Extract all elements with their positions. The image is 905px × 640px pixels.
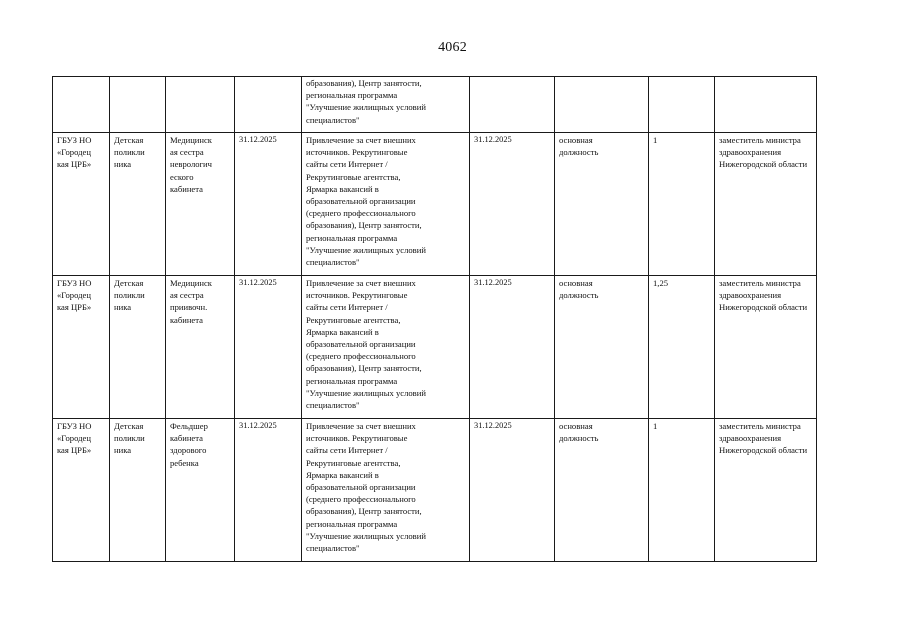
cell-responsible — [715, 77, 817, 133]
table-row — [53, 419, 817, 562]
page-number: 4062 — [438, 40, 467, 55]
cell-organization: ГБУЗ НО «Городец кая ЦРБ» — [53, 133, 110, 276]
cell-department: Детская поликли ника — [110, 419, 166, 562]
cell-rate — [649, 77, 715, 133]
cell-position — [166, 77, 235, 133]
table-row — [53, 133, 817, 276]
cell-measures: образования), Центр занятости, региональная программа "Улучшение жилищных условий специалистов" — [302, 77, 470, 133]
cell-organization: ГБУЗ НО «Городец кая ЦРБ» — [53, 419, 110, 562]
cell-responsible: заместитель министра здравоохранения Нижегородской области — [715, 133, 817, 276]
cell-department — [110, 77, 166, 133]
cell-deadline: 31.12.2025 — [470, 133, 555, 276]
table-row-continuation — [53, 77, 817, 133]
cell-department: Детская поликли ника — [110, 276, 166, 419]
cell-date: 31.12.2025 — [235, 276, 302, 419]
table-row — [53, 276, 817, 419]
cell-rate: 1,25 — [649, 276, 715, 419]
cell-measures: Привлечение за счет внешних источников. Рекрутинговые сайты сети Интернет / Рекрутинговые агентства, Ярмарка вакансий в образовательной организации (среднего профессионального образования), Центр занятости, региональная программа "Улучшение жилищных условий специалистов" — [302, 419, 470, 562]
cell-responsible: заместитель министра здравоохранения Нижегородской области — [715, 276, 817, 419]
cell-rate: 1 — [649, 419, 715, 562]
cell-organization — [53, 77, 110, 133]
cell-position: Медицинск ая сестра приивочн. кабинета — [166, 276, 235, 419]
cell-measures: Привлечение за счет внешних источников. Рекрутинговые сайты сети Интернет / Рекрутинговые агентства, Ярмарка вакансий в образовательной организации (среднего профессионального образования), Центр занятости, региональная программа "Улучшение жилищных условий специалистов" — [302, 133, 470, 276]
cell-job-type: основная должность — [555, 133, 649, 276]
cell-deadline — [470, 77, 555, 133]
cell-deadline: 31.12.2025 — [470, 419, 555, 562]
cell-deadline: 31.12.2025 — [470, 276, 555, 419]
cell-job-type: основная должность — [555, 276, 649, 419]
cell-date: 31.12.2025 — [235, 419, 302, 562]
cell-job-type — [555, 77, 649, 133]
cell-position: Медицинск ая сестра неврологич еского кабинета — [166, 133, 235, 276]
cell-department: Детская поликли ника — [110, 133, 166, 276]
cell-job-type: основная должность — [555, 419, 649, 562]
staffing-table — [52, 76, 817, 562]
cell-rate: 1 — [649, 133, 715, 276]
cell-organization: ГБУЗ НО «Городец кая ЦРБ» — [53, 276, 110, 419]
cell-measures: Привлечение за счет внешних источников. Рекрутинговые сайты сети Интернет / Рекрутинговые агентства, Ярмарка вакансий в образовательной организации (среднего профессионального образования), Центр занятости, региональная программа "Улучшение жилищных условий специалистов" — [302, 276, 470, 419]
cell-date — [235, 77, 302, 133]
cell-responsible: заместитель министра здравоохранения Нижегородской области — [715, 419, 817, 562]
cell-position: Фельдшер кабинета здорового ребенка — [166, 419, 235, 562]
cell-date: 31.12.2025 — [235, 133, 302, 276]
